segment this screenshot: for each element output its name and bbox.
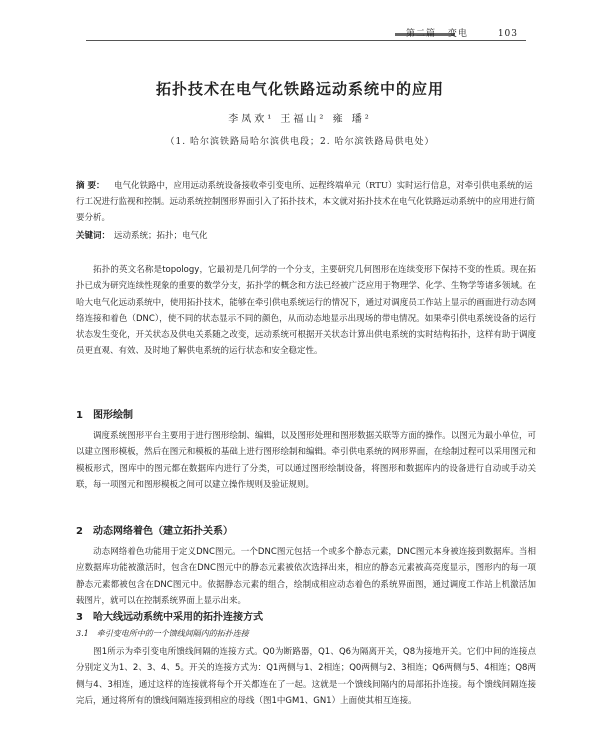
abstract bbox=[76, 178, 536, 226]
section-2-paragraph bbox=[76, 544, 536, 609]
page-number: 103 bbox=[497, 29, 518, 39]
section-1-heading: 1 图形绘制 bbox=[76, 410, 133, 421]
keywords-label: 关键词： bbox=[76, 231, 111, 241]
section-3-text: 图1所示为牵引变电所馈线间隔的连接方式。Q0为断路器，Q1、Q6为隔离开关，Q8为接地开关。它们中间的连接点分别定义为1、2、3、4、5。开关的连接方式为：Q1两侧与1、2相连；Q0两侧与2、3相连；Q6两侧与5、4相连；Q8两侧与4、3相连，通过这样的连接就将每个开关都连在了一起。这就是一个馈线间隔内的局部拓扑连接。每个馈线间隔连接完后，通过将所有的馈线间隔连接到相应的母线（图1中GM1、GN1）上面使其相互连接。 bbox=[76, 647, 536, 706]
intro-paragraph bbox=[76, 262, 536, 360]
header-topic: 变电 bbox=[447, 29, 468, 39]
keywords-text: 远动系统；拓扑；电气化 bbox=[114, 231, 208, 241]
keywords bbox=[76, 228, 536, 244]
section-3-1-heading: 3.1 牵引变电所中的一个馈线间隔内的拓扑连接 bbox=[76, 629, 249, 638]
header-rule bbox=[86, 40, 526, 41]
section-1-paragraph bbox=[76, 428, 536, 493]
abstract-label: 摘 要： bbox=[76, 181, 105, 191]
section-3-heading: 3 哈大线远动系统中采用的拓扑连接方式 bbox=[76, 612, 263, 623]
section-2-text: 动态网络着色功能用于定义DNC图元。一个DNC图元包括一个或多个静态元素，DNC图元本身被连接到数据库。当相应数据库功能被激活时，包含在DNC图元中的静态元素被依次选择出来，相应的静态元素被高亮度显示，图形内的每一项静态元素都被包含在DNC图元中。依据静态元素的组合，绘制成相应动态着色的系统界面图，通过调度工作站上机激活加载图片，就可以在控制系统界面上显示出来。 bbox=[76, 547, 536, 606]
section-2-heading: 2 动态网络着色（建立拓扑关系） bbox=[76, 526, 233, 537]
section-3-paragraph bbox=[76, 644, 536, 709]
authors: 李凤欢¹ 王福山² 雍 璠² bbox=[228, 114, 372, 125]
paper-title: 拓扑技术在电气化铁路远动系统中的应用 bbox=[155, 80, 444, 98]
affiliation: （1. 哈尔滨铁路局哈尔滨供电段；2. 哈尔滨铁路局供电处） bbox=[165, 137, 435, 147]
section-1-text: 调度系统图形平台主要用于进行图形绘制、编辑，以及图形处理和图形数据关联等方面的操作。以图元为最小单位，可以建立图形模板，然后在图元和模板的基础上进行图形绘制和编辑。牵引供电系统的网形界面，在绘制过程可以采用图元和模板形式，图库中的图元都在数据库内进行了分类，可以通过图形绘制设备，将图形和数据库内的设备进行自动或手动关联，每一项图元和图形模板之间可以建立操作规则及验证规则。 bbox=[76, 431, 536, 490]
running-header bbox=[406, 26, 518, 39]
abstract-text: 电气化铁路中，应用远动系统设备接收牵引变电所、远程终端单元（RTU）实时运行信息，对牵引供电系统的运行工况进行监视和控制。远动系统控制图形界面引入了拓扑技术，本文就对拓扑技术在电气化铁路远动系统中的应用进行简要分析。 bbox=[76, 181, 536, 223]
header-section: 第二篇 bbox=[406, 29, 437, 39]
intro-text: 拓扑的英文名称是topology，它最初是几何学的一个分支，主要研究几何图形在连续变形下保持不变的性质。现在拓扑已成为研究连续性现象的重要的数学分支，拓扑学的概念和方法已经被广泛应用于物理学、化学、生物学等诸多领域。在哈大电气化远动系统中，使用拓扑技术，能够在牵引供电系统运行的情况下，通过对调度员工作站上显示的画面进行动态网络连接和着色（DNC），使不同的状态显示不同的颜色，从而动态地显示出现场的带电情况。如果牵引供电系统设备的运行状态发生变化，开关状态及供电关系随之改变，远动系统可根据开关状态计算出供电系统的实时结构拓扑，这样有助于调度员更直观、有效、及时地了解供电系统的运行状态和安全稳定性。 bbox=[76, 265, 536, 357]
